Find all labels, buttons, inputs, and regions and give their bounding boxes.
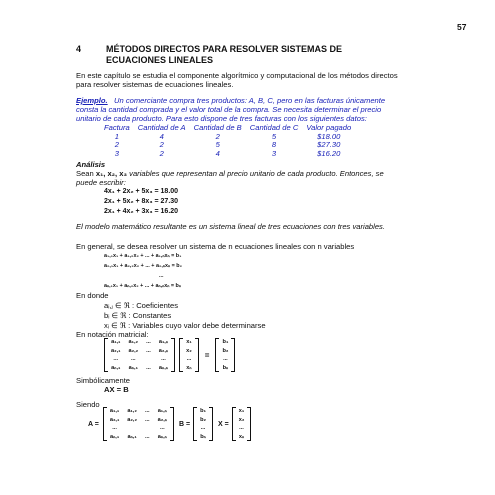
definition-variables: xᵢ ∈ ℜ : Variables cuyo valor debe determinarse [104, 321, 266, 330]
matrix-cell: a₂,₁ [111, 347, 121, 354]
variable-vector [179, 338, 199, 372]
invoice-cell: $18.00 [317, 131, 341, 141]
vector-cell: b₂ [200, 416, 206, 423]
vector-cell: ... [239, 425, 244, 431]
equals-sign: = [204, 350, 210, 360]
section-title [106, 44, 342, 65]
equation: 4x₁ + 2x₂ + 5x₃ = 18.00 [104, 188, 179, 195]
vector-cell: bₙ [222, 364, 229, 371]
invoice-cell: 8 [271, 140, 277, 150]
page-number: 57 [457, 22, 467, 32]
vector-cell: bₙ [200, 433, 206, 440]
invoice-cell: 3 [271, 148, 277, 158]
vector-cell: x₁ [186, 339, 192, 345]
matrix-cell: ... [146, 339, 151, 345]
invoice-cell: 4 [159, 131, 164, 141]
matrix-cell: aₙ,ₙ [157, 433, 167, 440]
analysis-line1 [76, 169, 384, 178]
vector-cell: b₁ [200, 408, 206, 414]
model-statement: El modelo matemático resultante es un sistema lineal de tres ecuaciones con tres variables. [76, 222, 385, 231]
invoice-cell: $16.20 [317, 148, 341, 158]
matrix-cell: ... [159, 425, 165, 431]
general-line: En general, se desea resolver un sistema de n ecuaciones lineales con n variables [76, 242, 355, 251]
general-equation: aₙ,₁x₁ + aₙ,₂x₂ + ... + aₙ,ₙxₙ = bₙ [104, 283, 181, 289]
vector-cell: x₁ [238, 408, 245, 414]
analysis-heading: Análisis [76, 160, 106, 169]
intro-line2: para resolver sistemas de ecuaciones lineales. [76, 80, 234, 89]
matrix-cell: aₙ,₁ [111, 364, 121, 371]
matrix-b [193, 407, 213, 441]
matrix-a-label: A = [88, 420, 99, 428]
invoice-cell: 2 [114, 140, 119, 150]
general-equation: a₂,₁x₁ + a₂,₂x₂ + ... + a₂,ₙxₙ = b₂ [104, 263, 182, 269]
matrix-cell: ... [130, 356, 136, 362]
equation: 2x₁ + 5x₂ + 8x₃ = 27.30 [104, 198, 179, 205]
invoice-header: Cantidad de C [249, 123, 299, 132]
matrix-cell: a₁,ₙ [157, 408, 167, 414]
where-label: En donde [76, 291, 109, 300]
siendo-label: Siendo [76, 400, 100, 409]
vector-cell: ... [223, 356, 228, 362]
definition-coefficients: aᵢ,ⱼ ∈ ℜ : Coeficientes [104, 301, 178, 310]
invoice-header: Valor pagado [306, 123, 352, 132]
section-title-line1: MÉTODOS DIRECTOS PARA RESOLVER SISTEMAS DE [106, 44, 343, 54]
invoice-cell: 2 [159, 140, 164, 150]
analysis-line2: puede escribir: [76, 178, 126, 187]
matrix-cell [141, 424, 154, 433]
matrix-x [232, 407, 252, 441]
vector-cell: xₙ [186, 364, 192, 371]
invoice-cell: 5 [271, 131, 277, 141]
example-line1 [76, 96, 385, 105]
invoice-header: Cantidad de B [193, 123, 242, 132]
invoice-cell: 1 [114, 131, 119, 141]
invoice-table [100, 124, 355, 158]
example-equations [104, 187, 178, 217]
matrix-cell: ... [161, 356, 166, 362]
matrix-cell: ... [144, 433, 150, 440]
matrix-cell: aₙ,ₙ [158, 364, 169, 371]
definitions-matrices [88, 407, 251, 441]
vector-cell: b₂ [222, 347, 229, 354]
example-line2: consta la cantidad comprada y el valor total de la compra. Se necesita determinar el precio [76, 105, 382, 114]
analysis-sean: Sean [76, 169, 94, 178]
definition-constants: bᵢ ∈ ℜ : Constantes [104, 311, 172, 320]
constant-vector [215, 338, 235, 372]
intro-line1: En este capítulo se estudia el componente algorítmico y computacional de los métodos directos [76, 71, 398, 80]
section-title-line2: ECUACIONES LINEALES [106, 54, 214, 65]
vector-cell: xₙ [238, 433, 245, 440]
analysis-variables: x₁, x₂, x₃ [95, 169, 128, 178]
general-equation: a₁,₁x₁ + a₁,₂x₂ + ... + a₁,ₙxₙ = b₁ [104, 253, 182, 259]
example-text1: Un comerciante compra tres productos: A, B, C, pero en las facturas únicamente [114, 96, 386, 105]
matrix-cell: aₙ,₁ [128, 364, 138, 371]
section-number: 4 [76, 44, 82, 54]
matrix-cell: a₂,ₙ [157, 416, 167, 423]
coefficient-matrix [104, 338, 175, 372]
vector-cell: ... [186, 356, 192, 362]
matrix-cell: a₁,₂ [128, 339, 139, 345]
vector-cell: b₁ [222, 339, 229, 345]
invoice-cell: 2 [215, 131, 220, 141]
matrix-cell [123, 424, 141, 433]
matrix-cell: ... [146, 347, 151, 354]
matrix-cell: a₁,₁ [109, 408, 120, 414]
vector-cell: ... [200, 425, 206, 431]
matrix-cell: ... [113, 356, 119, 362]
matrix-cell: a₁,₂ [127, 408, 137, 414]
vector-cell: x₂ [186, 347, 192, 354]
matrix-cell: a₂,₂ [128, 347, 139, 354]
invoice-cell: 3 [114, 148, 119, 158]
invoice-header: Factura [104, 123, 130, 132]
matrix-x-label: X = [218, 420, 229, 428]
equation: 2x₁ + 4x₂ + 3x₃ = 16.20 [104, 208, 179, 215]
matrix-cell: aₙ,₁ [109, 433, 120, 440]
symbolic-label: Simbólicamente [76, 376, 131, 385]
invoice-cell: $27.30 [317, 140, 341, 150]
invoice-cell: 5 [215, 140, 220, 150]
matrix-cell: ... [144, 408, 150, 414]
example-line3: unitario de cada producto. Para esto dispone de tres facturas con los siguientes datos: [76, 114, 367, 123]
general-equation-ellipsis: ... [159, 273, 164, 279]
invoice-cell: 4 [215, 148, 220, 158]
example-label: Ejemplo. [76, 96, 108, 105]
matrix-cell: ... [112, 425, 117, 431]
symbolic-expression: AX = B [104, 385, 129, 394]
matrix-cell: ... [146, 364, 151, 371]
matrix-b-label: B = [179, 420, 191, 428]
vector-cell: x₂ [238, 416, 245, 423]
matrix-cell: a₂,₂ [127, 416, 137, 423]
invoice-row [100, 150, 355, 159]
general-equations [104, 251, 182, 291]
matrix-cell: aₙ,₁ [127, 433, 137, 440]
analysis-text: variables que representan al precio unitario de cada producto. Entonces, se [129, 169, 384, 178]
matrix-cell: ... [144, 416, 150, 423]
matrix-cell: a₂,ₙ [158, 347, 169, 354]
matrix-cell: a₁,₁ [111, 339, 121, 345]
matrix-a [103, 407, 174, 441]
invoice-header: Cantidad de A [137, 123, 186, 132]
invoice-cell: 2 [159, 148, 164, 158]
matrix-cell [142, 355, 155, 364]
matrix-equation [104, 338, 235, 372]
matrix-notation-label: En notación matricial: [76, 330, 149, 339]
matrix-cell: a₂,₁ [109, 416, 120, 423]
matrix-cell: a₁,ₙ [158, 339, 169, 345]
